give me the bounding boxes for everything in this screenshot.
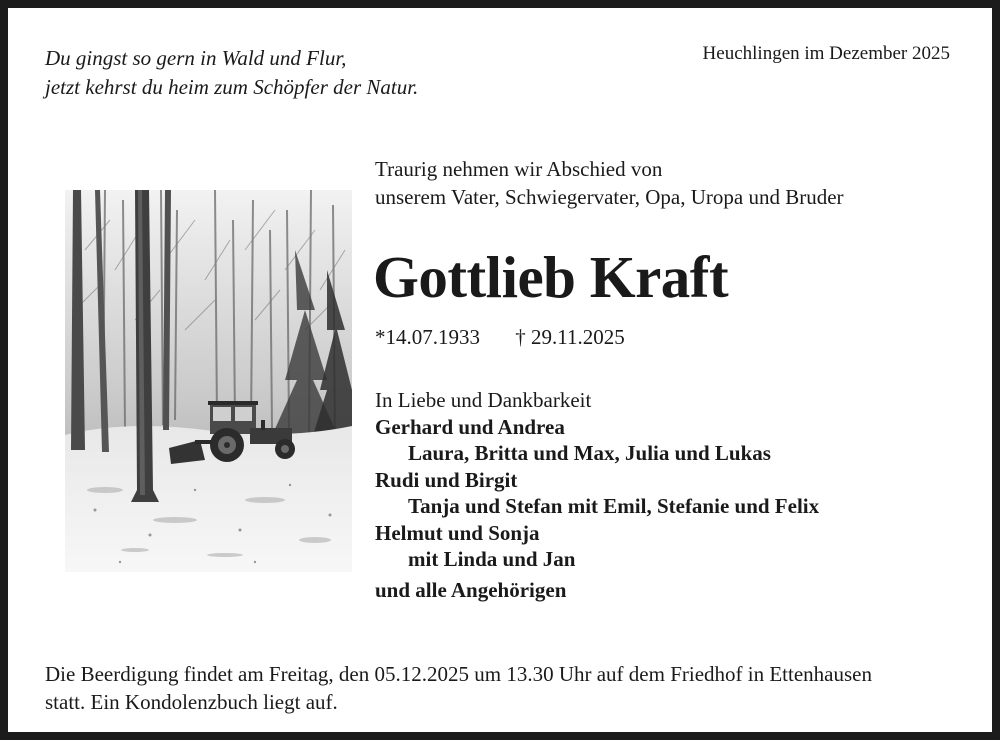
intro-line-2: unserem Vater, Schwiegervater, Opa, Uropa und Bruder [375, 185, 844, 209]
family-children: mit Linda und Jan [408, 547, 576, 571]
deceased-name: Gottlieb Kraft [373, 244, 729, 310]
mourners-lead: In Liebe und Dankbarkeit [375, 388, 592, 412]
motto-verse [45, 44, 418, 102]
funeral-notice [45, 660, 872, 716]
family-children: Laura, Britta und Max, Julia und Lukas [408, 441, 771, 465]
mourners-closing: und alle Angehörigen [375, 577, 567, 602]
family-parents: Rudi und Birgit [375, 467, 518, 492]
intro-text [375, 155, 844, 211]
family-parents: Helmut und Sonja [375, 520, 540, 545]
place-date: Heuchlingen im Dezember 2025 [702, 43, 950, 64]
family-parents: Gerhard und Andrea [375, 414, 565, 439]
motto-line-2: jetzt kehrst du heim zum Schöpfer der Natur. [45, 75, 419, 99]
funeral-line-1: Die Beerdigung findet am Freitag, den 05.12.2025 um 13.30 Uhr auf dem Friedhof in Ettenhausen [45, 662, 872, 686]
memorial-photo [65, 190, 352, 572]
mourners-list [375, 387, 819, 603]
motto-line-1: Du gingst so gern in Wald und Flur, [45, 46, 347, 70]
winter-forest-tractor-image [65, 190, 352, 572]
life-dates [375, 325, 625, 350]
family-children: Tanja und Stefan mit Emil, Stefanie und Felix [408, 494, 820, 518]
intro-line-1: Traurig nehmen wir Abschied von [375, 157, 663, 181]
death-date: † 29.11.2025 [515, 325, 625, 349]
birth-date: *14.07.1933 [375, 325, 480, 349]
funeral-line-2: statt. Ein Kondolenzbuch liegt auf. [45, 690, 338, 714]
